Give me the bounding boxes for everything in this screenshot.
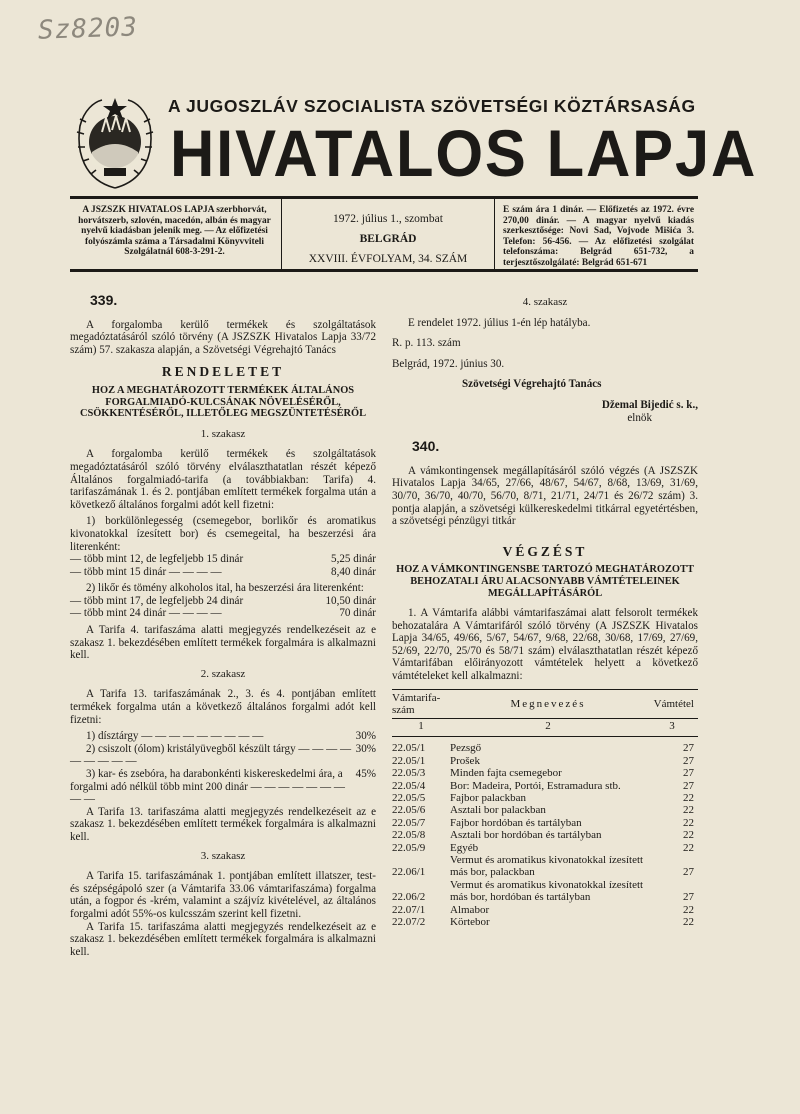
- table-cell-code: 22.05/9: [392, 841, 426, 854]
- rate-row: — több mint 15 dinár — — — — 8,40 dinár: [70, 565, 376, 578]
- section-1-note: A Tarifa 4. tarifaszáma alatti megjegyzés rendelkezéseit az e szakasz 1. bekezdésében említett termékek forgalmára is alkalmazni kell.: [70, 624, 376, 662]
- table-cell-code: 22.05/3: [392, 767, 426, 780]
- issue-date-block: [282, 199, 495, 269]
- decree-title: RENDELETET: [161, 364, 285, 380]
- table-row: [392, 842, 698, 854]
- table-cell-rate: 27: [683, 866, 694, 879]
- table-cell-name: Vermut és aromatikus kivonatokkal ízesített más bor, palackban: [450, 854, 644, 879]
- table-cell-name: Pezsgő: [450, 742, 482, 755]
- table-cell-rate: 27: [683, 779, 694, 792]
- table-cell-name: Fajbor palackban: [450, 792, 527, 804]
- table-cell-rate: 22: [683, 804, 694, 817]
- table-row: [392, 767, 698, 779]
- table-row: [392, 829, 698, 841]
- table-cell-name: Vermut és aromatikus kivonatokkal ízesített más bor, hordóban és tartályban: [450, 878, 644, 904]
- table-row: [392, 817, 698, 829]
- issue-city: BELGRÁD: [359, 233, 417, 245]
- table-row: [392, 854, 698, 879]
- table-cell-code: 22.06/1: [392, 866, 426, 879]
- council-name: Szövetségi Végrehajtó Tanács: [462, 378, 602, 391]
- table-cell-rate: 22: [683, 903, 694, 916]
- place-date: Belgrád, 1972. június 30.: [392, 357, 505, 370]
- table-cell-code: 22.05/7: [392, 816, 426, 829]
- table-cell-code: 22.07/2: [392, 916, 426, 929]
- section-4-heading: 4. szakasz: [522, 296, 568, 308]
- item-2-text: 2) likőr és tömény alkoholos ital, ha beszerzési ára literenként:: [86, 582, 364, 595]
- table-cell-name: Fajbor hordóban és tartályban: [450, 816, 582, 829]
- table-column-numbers: 1 2 3: [392, 719, 698, 736]
- table-cell-code: 22.05/6: [392, 804, 426, 817]
- handwritten-note: Sz8203: [37, 12, 139, 46]
- section-1-text: A forgalomba kerülő termékek és szolgáltatások megadóztatásáról szóló törvény elválaszthatatlan részét képező Általános forgalmiadó-tarifa (a továbbiakban: Tarifa) 4. tarifaszámának 1. és 2. pontjában említett termékek forgalma után a következő általános forgalmi adót kell fizetni:: [70, 448, 376, 511]
- table-cell-code: 22.05/5: [392, 792, 426, 804]
- table-row: [392, 904, 698, 916]
- decree-subheading: HOZ A MEGHATÁROZOTT TERMÉKEK ÁLTALÁNOS FORGALMIADÓ-KULCSÁNAK NÖVELÉSÉRŐL, CSÖKKENTÉSÉRŐL, ILLETŐLEG MEGSZÜNTETÉSÉRŐL: [79, 384, 367, 420]
- table-cell-rate: 22: [683, 916, 694, 929]
- item-1-text: 1) borkülönlegesség (csemegebor, borlikőr és aromatikus kivonatokkal ízesített bor) és csemegeital, ha beszerzési ára literenként:: [70, 515, 376, 553]
- table-cell-code: 22.05/1: [392, 754, 426, 767]
- table-cell-name: Körtebor: [450, 916, 490, 929]
- table-cell-rate: 22: [683, 829, 694, 842]
- section-1-heading: 1. szakasz: [200, 427, 246, 440]
- masthead-subtitle: A JUGOSZLÁV SZOCIALISTA SZÖVETSÉGI KÖZTÁRSASÁG: [168, 96, 696, 116]
- table-cell-rate: 22: [683, 816, 694, 829]
- right-column: [392, 292, 698, 928]
- section-2-text: A Tarifa 13. tarifaszámának 2., 3. és 4. pontjában említett termékek forgalma után a következő általános forgalmi adót kell fizetni:: [70, 688, 376, 726]
- table-cell-code: 22.05/1: [392, 742, 426, 755]
- rate-row: — több mint 12, de legfeljebb 15 dinár 5,25 dinár: [70, 553, 376, 566]
- issue-date: 1972. július 1., szombat: [333, 213, 443, 225]
- item-number-339: 339.: [90, 292, 118, 308]
- section-4-text: E rendelet 1972. július 1-én lép hatályba.: [408, 316, 591, 329]
- masthead-title: HIVATALOS LAPJA: [170, 116, 758, 190]
- table-cell-name: Egyéb: [450, 841, 479, 854]
- table-cell-name: Almabor: [450, 903, 490, 916]
- table-cell-rate: 27: [683, 891, 694, 904]
- table-cell-rate: 22: [683, 792, 694, 804]
- table-row: [392, 755, 698, 767]
- table-cell-rate: 22: [683, 841, 694, 854]
- section-3-heading: 3. szakasz: [200, 849, 246, 862]
- table-cell-name: Minden fajta csemegebor: [450, 767, 562, 780]
- rate-row: 1) dísztárgy — — — — — — — — — 30%: [86, 730, 376, 743]
- table-row: [392, 780, 698, 792]
- table-cell-rate: 27: [683, 754, 694, 767]
- table-cell-code: 22.07/1: [392, 903, 426, 916]
- table-row: [392, 742, 698, 754]
- table-cell-code: 22.05/8: [392, 829, 426, 842]
- decree-intro: A forgalomba kerülő termékek és szolgáltatások megadóztatásáról szóló törvény (A JSZSZK Hivatalos Lapja 33/72 szám) 57. szakasza alapján, a Szövetségi Végrehajtó Tanács: [70, 318, 376, 356]
- table-row: [392, 879, 698, 904]
- issue-number: XXVIII. ÉVFOLYAM, 34. SZÁM: [308, 253, 468, 265]
- table-header-name: Megnevezés: [450, 689, 646, 719]
- table-row: [392, 804, 698, 816]
- rate-row: — több mint 24 dinár — — — — 70 dinár: [70, 607, 376, 620]
- table-cell-name: Asztali bor palackban: [450, 804, 546, 817]
- item-number-340: 340.: [412, 438, 440, 455]
- order-subheading: HOZ A VÁMKONTINGENSBE TARTOZÓ MEGHATÁROZOTT BEHOZATALI ÁRU ALACSONYABB VÁMTÉTELEINEK MEGÁLLAPÍTÁSÁRÓL: [396, 564, 694, 599]
- rate-row: 2) csiszolt (ólom) kristályüvegből készült tárgy — — — — — — — — — 30%: [70, 742, 376, 768]
- rate-row: 3) kar- és zsebóra, ha darabonkénti kiskereskedelmi ára, a forgalmi adó nélkül több mint 200 dinár — — — — — — — — — 45%: [70, 768, 376, 806]
- customs-rate-table: [392, 689, 698, 929]
- issue-info-box: [70, 196, 698, 272]
- table-cell-code: 22.05/4: [392, 779, 426, 792]
- table-cell-name: Prošek: [450, 754, 480, 767]
- table-cell-rate: 27: [683, 742, 694, 755]
- table-cell-name: Asztali bor hordóban és tartályban: [450, 829, 602, 842]
- left-column: [70, 292, 376, 958]
- table-header-rate: Vámtétel: [646, 689, 698, 719]
- table-cell-rate: 27: [683, 767, 694, 780]
- edition-info: A JSZSZK HIVATALOS LAPJA szerbhorvát, horvátszerb, szlovén, macedón, albán és magyar nyelvű kiadásban jelenik meg. — Az előfizetési folyószámla száma a Társadalmi Könyvviteli Szolgálatnál 608-3-291-2.: [70, 199, 282, 269]
- rate-row: — több mint 17, de legfeljebb 24 dinár 10,50 dinár: [70, 594, 376, 607]
- table-header-code: Vámtarifa-szám: [392, 689, 450, 719]
- order-intro: A vámkontingensek megállapításáról szóló végzés (A JSZSZK Hivatalos Lapja 34/65, 27/66, 48/67, 54/67, 8/68, 13/69, 31/69, 30/70, 36/70, 40/70, 56/70, 8/71, 21/71, 24/71 és 26/72 szám) 3. pontja alapján, a szövetségi külkereskedelmi titkárral egyetértésben, a szövetségi pénzügyi titkár: [392, 464, 698, 528]
- table-cell-code: 22.06/2: [392, 891, 426, 904]
- section-2-heading: 2. szakasz: [200, 667, 246, 680]
- reference-number: R. p. 113. szám: [392, 337, 461, 350]
- table-cell-name: Bor: Madeira, Portói, Estramadura stb.: [450, 779, 621, 792]
- table-row: [392, 792, 698, 804]
- section-3-note: A Tarifa 15. tarifaszáma alatti megjegyzés rendelkezéseit az e szakasz 1. bekezdésében említett termékek forgalmára is alkalmazni kell.: [70, 920, 376, 958]
- signer-name: Džemal Bijedić s. k.,: [601, 398, 698, 411]
- section-3-text: A Tarifa 15. tarifaszámának 1. pontjában említett illatszer, test- és szépségápoló szer (a Vámtarifa 33.06 vámtarifaszáma) forgalma után, a fogpor és -krém, valamint a szájvíz kivételével, az általános forgalmi adót 55%-os kulcsszám szerint kell fizetni.: [70, 870, 376, 920]
- section-2-note: A Tarifa 13. tarifaszáma alatti megjegyzés rendelkezéseit az e szakasz 1. bekezdésében említett termékek forgalmára is alkalmazni kell.: [70, 805, 376, 843]
- order-point-1: 1. A Vámtarifa alábbi vámtarifaszámai alatt felsorolt termékek behozatalára A Vámtarifáról szóló törvény (A JSZSZK Hivatalos Lapja 34/65, 49/66, 5/67, 54/67, 9/68, 22/68, 30/68, 17/69, 27/69, 52/69, 22/70, 25/70 és 58/71 szám) elválaszthatatlan részét képező Vámtarifában előirányozott vámtételek helyett a következő vámtételeket kell alkalmazni:: [392, 607, 698, 683]
- table-row: [392, 916, 698, 928]
- order-title: VÉGZÉST: [502, 543, 588, 559]
- subscription-info: E szám ára 1 dinár. — Előfizetés az 1972. évre 270,00 dinár. — A magyar nyelvű kiadás szerkesztősége: Novi Sad, Vojvode Mišića 3. Telefon: 56-456. — Az előfizetési szolgálat telefonszáma: Belgrád 651-732, a terjesztőszolgálaté: Belgrád 651-671: [503, 205, 694, 268]
- yugoslav-emblem-icon: [72, 92, 158, 192]
- signer-role: elnök: [627, 411, 652, 424]
